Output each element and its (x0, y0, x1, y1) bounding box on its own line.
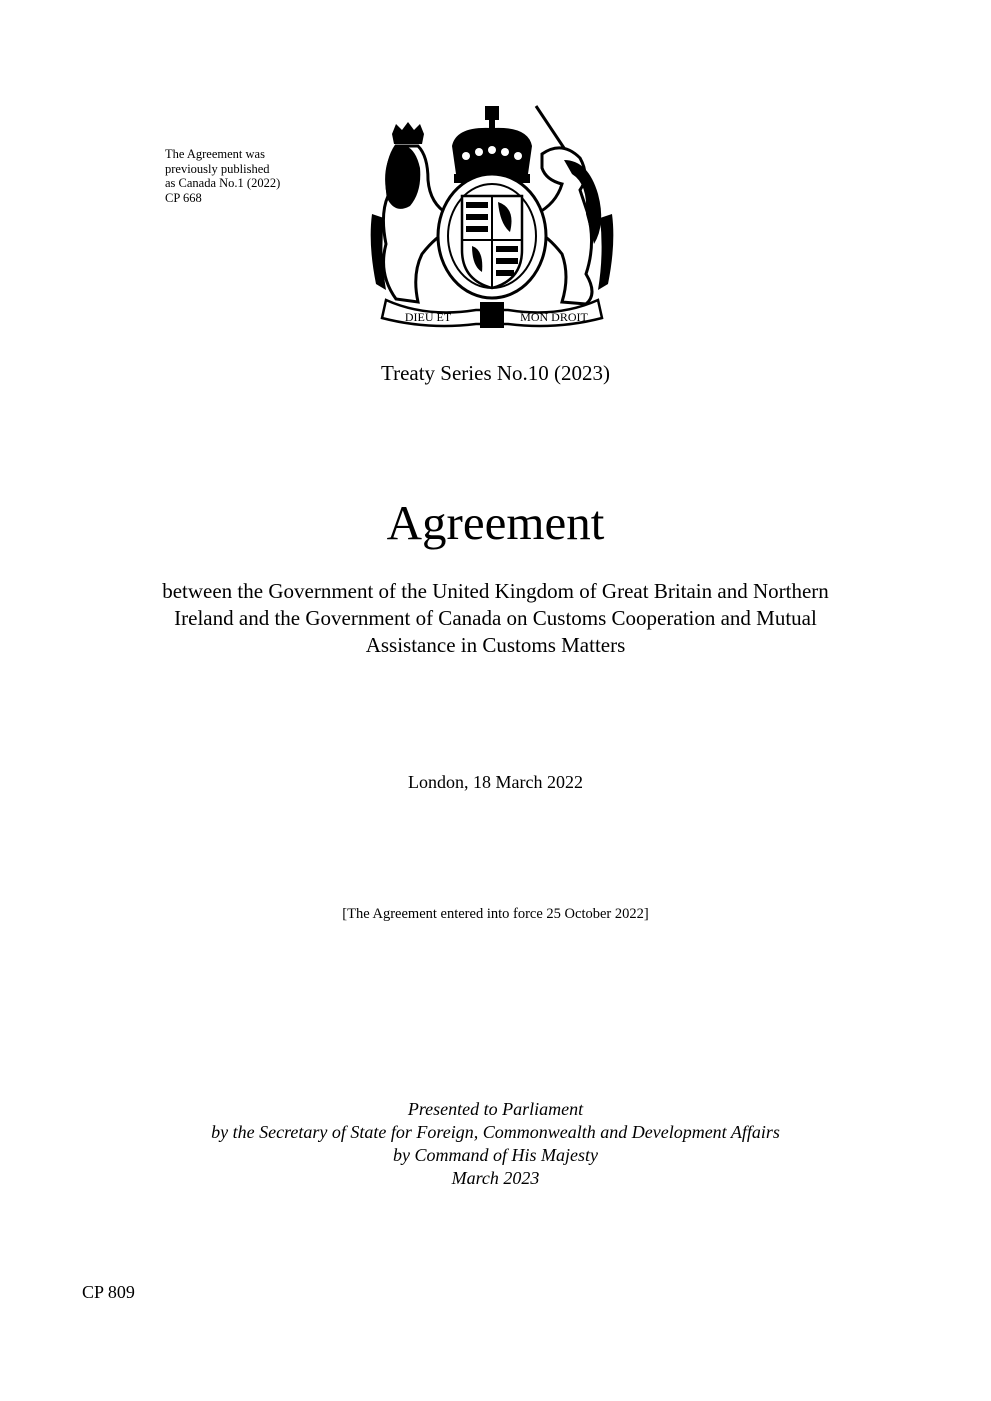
subtitle-line: between the Government of the United Kingdom of Great Britain and Northern (162, 579, 829, 603)
presentation-line: by Command of His Majesty (393, 1145, 598, 1165)
entry-into-force-note: [The Agreement entered into force 25 October 2022] (342, 906, 649, 922)
note-line: CP 668 (165, 190, 202, 205)
place-and-date: London, 18 March 2022 (408, 772, 583, 792)
subtitle-line: Assistance in Customs Matters (365, 633, 626, 657)
note-line: previously published (165, 161, 270, 176)
document-subtitle (60, 578, 931, 659)
motto-left: DIEU ET (404, 310, 452, 324)
command-paper-number: CP 809 (82, 1282, 135, 1302)
presentation-line: by the Secretary of State for Foreign, Commonwealth and Development Affairs (211, 1122, 780, 1142)
motto-right: MON DROIT (520, 310, 588, 324)
presentation-statement (0, 1098, 991, 1190)
note-line: The Agreement was (165, 147, 265, 161)
previous-publication-note (165, 147, 325, 205)
treaty-series-number: Treaty Series No.10 (2023) (380, 361, 611, 385)
document-title: Agreement (386, 495, 605, 550)
presentation-line: March 2023 (451, 1168, 540, 1188)
note-line: as Canada No.1 (2022) (165, 176, 281, 190)
subtitle-line: Ireland and the Government of Canada on Customs Cooperation and Mutual (174, 606, 817, 630)
presentation-line: Presented to Parliament (407, 1099, 584, 1119)
royal-coat-of-arms-icon (366, 104, 618, 330)
